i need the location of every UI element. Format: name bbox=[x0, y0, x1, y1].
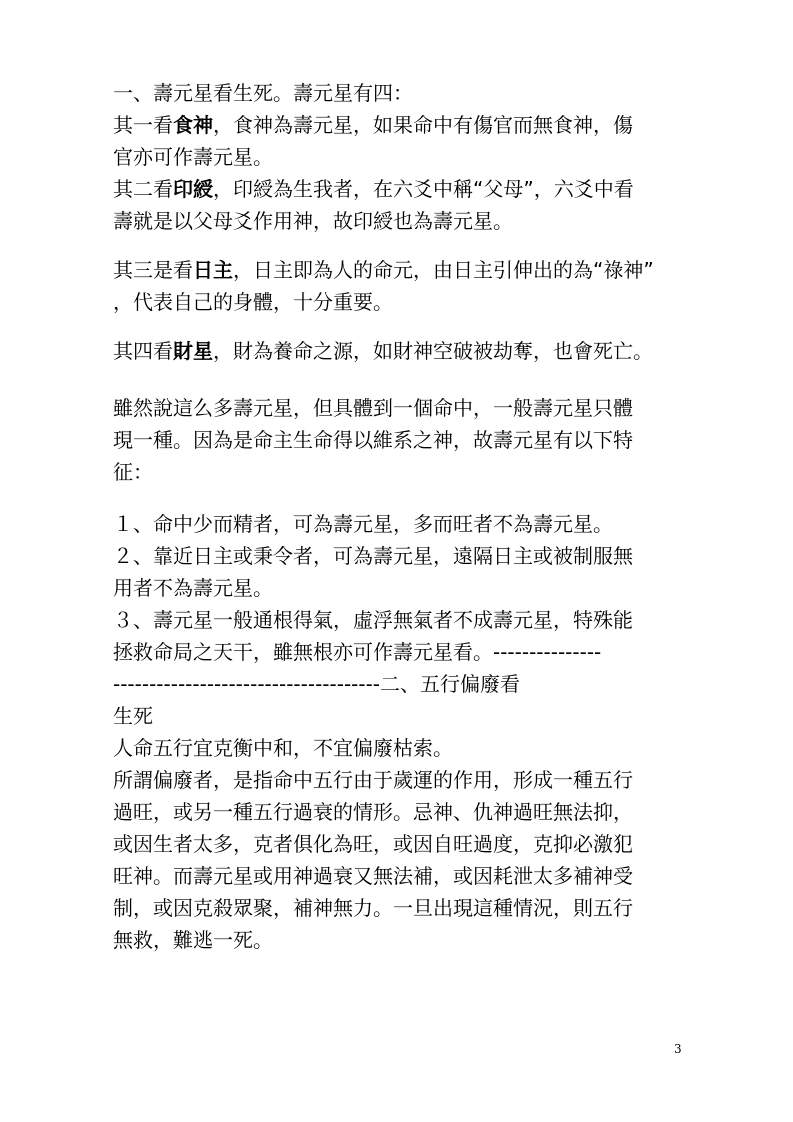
item4-prefix: 其四看 bbox=[113, 339, 173, 363]
feature-line: １、命中少而精者，可為壽元星，多而旺者不為壽元星。 bbox=[113, 512, 613, 536]
section2-heading-cont: 生死 bbox=[113, 704, 153, 728]
spacer bbox=[113, 318, 688, 335]
section2-dash-heading: -------------------------------------二、五行偏廢看 bbox=[113, 672, 521, 696]
item3-rest: ，日主即為人的命元，由日主引伸出的為“祿神” bbox=[233, 258, 654, 282]
item2-rest: ，印綬為生我者，在六爻中稱“父母”，六爻中看 bbox=[213, 177, 634, 201]
feature-line: 拯救命局之天干，雖無根亦可作壽元星看。--------------- bbox=[113, 640, 602, 664]
item3-prefix: 其三是看 bbox=[113, 258, 193, 282]
section2-line: 或因生者太多，克者俱化為旺，或因自旺過度，克抑必激犯 bbox=[113, 832, 633, 856]
item1-term: 食神 bbox=[173, 113, 213, 137]
item3-term: 日主 bbox=[193, 258, 233, 282]
item2-line2: 壽就是以父母爻作用神，故印綬也為壽元星。 bbox=[113, 209, 513, 233]
summary-line: 征： bbox=[113, 460, 153, 484]
item2-line1 bbox=[113, 173, 688, 205]
section2-line: 過旺，或另一種五行過衰的情形。忌神、仇神過旺無法抑， bbox=[113, 800, 633, 824]
item1-rest: ，食神為壽元星，如果命中有傷官而無食神，傷 bbox=[213, 113, 633, 137]
item2-term: 印綬 bbox=[173, 177, 213, 201]
item1-line1 bbox=[113, 109, 688, 141]
section2-line: 所謂偏廢者，是指命中五行由于歲運的作用，形成一種五行 bbox=[113, 768, 633, 792]
item1-line2: 官亦可作壽元星。 bbox=[113, 145, 273, 169]
feature-line: ３、壽元星一般通根得氣，虛浮無氣者不成壽元星，特殊能 bbox=[113, 608, 633, 632]
item3-line2: ，代表自己的身體，十分重要。 bbox=[113, 290, 393, 314]
feature-line: 用者不為壽元星。 bbox=[113, 576, 273, 600]
item4-line1 bbox=[113, 335, 688, 367]
section2-line: 人命五行宜克衡中和，不宜偏廢枯索。 bbox=[113, 736, 453, 760]
feature-line: ２、靠近日主或秉令者，可為壽元星，遠隔日主或被制服無 bbox=[113, 544, 633, 568]
summary-line: 現一種。因為是命主生命得以維系之神，故壽元星有以下特 bbox=[113, 428, 633, 452]
item4-rest: ，財為養命之源，如財神空破被劫奪，也會死亡。 bbox=[213, 339, 653, 363]
item4-term: 財星 bbox=[173, 339, 213, 363]
section2-line: 旺神。而壽元星或用神過衰又無法補，或因耗泄太多補神受 bbox=[113, 864, 633, 888]
item3-line1 bbox=[113, 254, 688, 286]
item1-prefix: 其一看 bbox=[113, 113, 173, 137]
page-number: 3 bbox=[674, 1042, 682, 1056]
item2-prefix: 其二看 bbox=[113, 177, 173, 201]
spacer bbox=[113, 237, 688, 254]
spacer bbox=[113, 367, 688, 392]
section2-line: 制，或因克殺眾聚，補神無力。一旦出現這種情況，則五行 bbox=[113, 896, 633, 920]
section2-line: 無救，難逃一死。 bbox=[113, 928, 273, 952]
section1-heading: 一、壽元星看生死。壽元星有四： bbox=[113, 81, 413, 105]
page-body bbox=[113, 77, 688, 956]
summary-line: 雖然說這么多壽元星，但具體到一個命中，一般壽元星只體 bbox=[113, 396, 633, 420]
spacer bbox=[113, 488, 688, 508]
